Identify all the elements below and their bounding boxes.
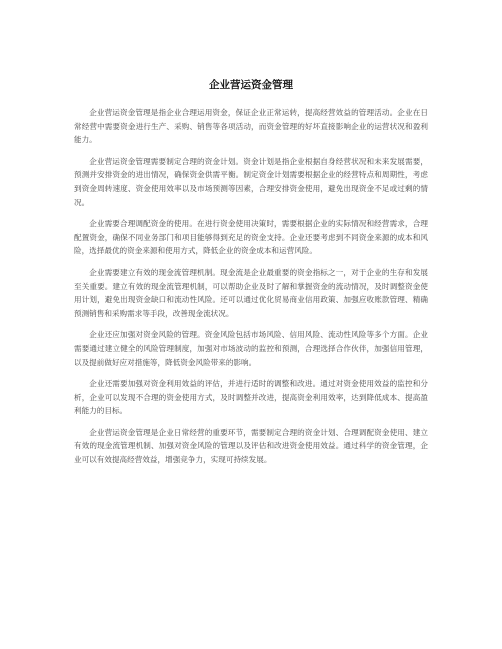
paragraph-3: 企业需要合理调配资金的使用。在进行资金使用决策时，需要根据企业的实际情况和经营需求，合理配置资金，确保不同业务部门和项目能够得到充足的资金支持。企业还要考虑到不同资金来源的成本和风险，选择最优的资金来源和使用方式，降低企业的资金成本和运营风险。 xyxy=(74,219,428,256)
paragraph-1: 企业营运资金管理是指企业合理运用资金，保证企业正常运转，提高经营效益的管理活动。企业在日常经营中需要资金进行生产、采购、销售等各项活动，而资金管理的好坏直接影响企业的运营状况和盈利能力。 xyxy=(74,108,428,145)
document-body xyxy=(74,106,428,467)
paragraph-6: 企业还需要加强对资金利用效益的评估，并进行适时的调整和改进。通过对资金使用效益的监控和分析，企业可以发现不合理的资金使用方式，及时调整并改进，提高资金利用效率，达到降低成本、提高盈利能力的目标。 xyxy=(74,379,428,416)
paragraph-7: 企业营运资金管理是企业日常经营的重要环节，需要制定合理的资金计划、合理调配资金使用、建立有效的现金流管理机制、加强对资金风险的管理以及评估和改进资金使用效益。通过科学的资金管理，企业可以有效提高经营效益，增强竞争力，实现可持续发展。 xyxy=(74,427,428,465)
document-title: 企业营运资金管理 xyxy=(209,79,293,91)
paragraph-5: 企业还应加强对资金风险的管理。资金风险包括市场风险、信用风险、流动性风险等多个方面。企业需要通过建立健全的风险管理制度，加强对市场波动的监控和预测，合理选择合作伙伴，加强信用管理，以及提前做好应对措施等，降低资金风险带来的影响。 xyxy=(74,330,428,367)
paragraph-4: 企业需要建立有效的现金流管理机制。现金流是企业最重要的资金指标之一，对于企业的生存和发展至关重要。建立有效的现金流管理机制，可以帮助企业及时了解和掌握资金的流动情况，及时调整资金使用计划，避免出现资金缺口和流动性风险。还可以通过优化贸易商业信用政策、加强应收账款管理、精确预测销售和采购需求等手段，改善现金流状况。 xyxy=(74,267,428,318)
paragraph-2: 企业营运资金管理需要制定合理的资金计划。资金计划是指企业根据自身经营状况和未来发展需要，预测并安排资金的进出情况，确保资金供需平衡。制定资金计划需要根据企业的经营特点和周期性，考虑到资金周转速度、资金使用效率以及市场预测等因素，合理安排资金使用，避免出现资金不足或过剩的情况。 xyxy=(74,156,428,207)
